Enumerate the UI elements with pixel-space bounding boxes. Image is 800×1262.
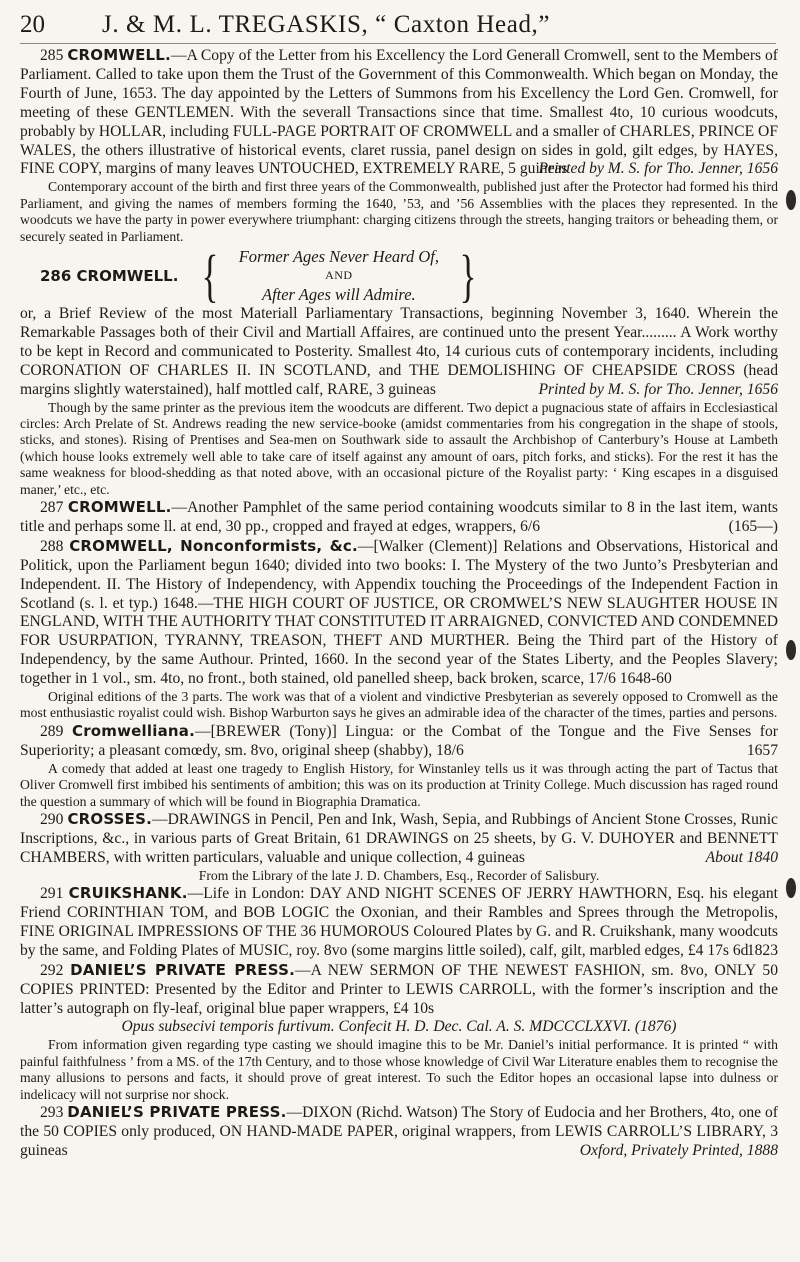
page-number: 20: [20, 11, 45, 38]
entry-285: [20, 46, 778, 245]
entry-number: 290: [40, 810, 64, 828]
entry-287: [20, 498, 778, 537]
header-rule: [20, 43, 776, 44]
entry-date: (165—): [728, 517, 778, 535]
entry-date: Oxford, Privately Printed, 1888: [579, 1141, 778, 1159]
entry-290: [20, 810, 778, 884]
entry-289: [20, 722, 778, 810]
entry-286: [20, 242, 778, 498]
entry-291: [20, 884, 778, 961]
entry-293: [20, 1103, 778, 1161]
motto-and: AND: [325, 268, 353, 283]
entry-description: —Life in London: DAY AND NIGHT SCENES OF JERRY HAWTHORN, Esq. his elegant Friend CORINTHIAN TOM, and BOB LOGIC the Oxonian, and their Rambles and Sprees through the Metropolis, FINE ORIGINAL IMPRESSIONS OF THE 36 HUMOROUS Coloured Plates by G. and R. Cruikshank, many woodcuts by the same, and Folding Plates of MUSIC, roy. 8vo (some margins little soiled), calf, gilt, marbled edges, £4 17s 6d: [20, 885, 778, 959]
entry-note: Contemporary account of the birth and first three years of the Commonwealth, published just after the Protector had formed his third Parliament, and giving the names of members forming the 1640, ’53, and ’56 Assemblies with the places they represented. In the woodcuts we have the party in power everywhere triumphant: charging citizens through the streets, hanging traitors or beheading them, or securely seated in Parliament.: [20, 179, 778, 244]
page-edge-blemish: [786, 640, 796, 660]
entry-description: —DRAWINGS in Pencil, Pen and Ink, Wash, Sepia, and Rubbings of Ancient Stone Crosses, Runic Inscriptions, &c., in various parts of Great Britain, 61 DRAWINGS on 25 sheets, by G. V. DUHOYER and BENNETT CHAMBERS, with written particulars, valuable and unique collection, 4 guineas: [20, 810, 778, 866]
entry-heading: CRUIKSHANK.: [68, 884, 188, 903]
entry-note: A comedy that added at least one tragedy to English History, for Winstanley tells us it was through acting the part of Tactus that Oliver Cromwell first imbibed his sentiments of ambition; this was on its production at Trinity College. Much discussion has raged round the question a summary of which will be found in Biographia Dramatica.: [20, 760, 778, 809]
entry-text: [20, 884, 778, 961]
entry-number: 292: [40, 961, 64, 979]
motto-bottom: After Ages will Admire.: [261, 285, 416, 305]
entry-heading-row: [20, 267, 190, 286]
entry-number: 293: [40, 1103, 64, 1121]
right-brace: }: [459, 242, 477, 308]
entry-number: 289: [40, 722, 64, 740]
running-title: J. & M. L. TREGASKIS, “ Caxton Head,”: [102, 11, 551, 38]
entry-imprint: Printed by M. S. for Tho. Jenner, 1656: [538, 160, 778, 178]
entry-number: 285: [40, 47, 64, 64]
catalogue-body: [20, 46, 778, 1161]
entry-date: 1823: [746, 941, 778, 959]
entry-number: 286: [40, 266, 72, 285]
entry-288: [20, 537, 778, 722]
motto-lines: [224, 247, 454, 304]
entry-imprint: Opus subsecivi temporis furtivum. Confecit H. D. Dec. Cal. A. S. MDCCCLXXVI. (1876): [121, 1018, 677, 1036]
motto-top: Former Ages Never Heard Of,: [238, 247, 439, 267]
entry-description: —DIXON (Richd. Watson) The Story of Eudocia and her Brothers, 4to, one of the 50 COPIES only produced, ON HAND-MADE PAPER, original wrappers, from LEWIS CARROLL’S LIBRARY, 3 guineas: [20, 1103, 778, 1159]
entry-292: [20, 961, 778, 1103]
entry-heading: DANIEL’S PRIVATE PRESS.: [70, 960, 295, 979]
entry-heading: CROMWELL.: [76, 266, 179, 285]
entry-note: Though by the same printer as the previous item the woodcuts are different. Two depict a pugnacious state of affairs in Ecclesiastical circles: Arch Prelate of St. Andrews reading the new service-booke (amidst commentaries from his congregation in the shape of stools, sticks, and stones). Rising of Prentises and Sea-men on Southwark side to assault the Archbishop of Canterbury’s House at Lambeth (which house looks extremely well able to take care of itself against any amount of oars, pitch forks, and sticks). For the rest it has the same weakness for blood-shedding as that noted above, with an occasional picture of the Royalist party: ‘ King escapes in a disguised maner,’ etc., etc.: [20, 399, 778, 497]
entry-note: From information given regarding type casting we should imagine this to be Mr. Daniel’s initial performance. It is printed “ with painful faithfulness ’ from a MS. of the 17th Century, and to those whose knowledge of Civil War Literature enables them to recognise the many allusions to persons and facts, it should prove of great interest. To such the Editor hopes an occasional lapse into dulness or indelicacy will not surprise nor shock.: [20, 1037, 778, 1102]
entry-description: —Another Pamphlet of the same period containing woodcuts similar to 8 in the last item, wants title and perhaps some ll. at end, 30 pp., cropped and frayed at edges, wrappers, 6/6: [20, 498, 778, 535]
entry-text: [20, 46, 778, 179]
entry-text: [20, 537, 778, 689]
motto-block: [20, 242, 778, 308]
entry-heading: Cromwelliana.: [71, 721, 196, 740]
entry-number: 288: [40, 537, 64, 555]
page-edge-blemish: [786, 878, 796, 898]
entry-number: 287: [40, 498, 64, 516]
entry-note: From the Library of the late J. D. Chambers, Esq., Recorder of Salisbury.: [198, 867, 600, 883]
entry-date: About 1840: [705, 848, 778, 866]
entry-note: Original editions of the 3 parts. The work was that of a violent and vindictive Presbyterian as severely opposed to Cromwell as the most enthusiastic royalist could wish. Bishop Warburton says he gives an admirable idea of the character of the times, parties and persons.: [20, 689, 778, 721]
entry-date: 1657: [746, 741, 778, 759]
left-brace: {: [201, 242, 219, 308]
entry-description: —A Copy of the Letter from his Excellency the Lord Generall Cromwell, sent to the Members of Parliament. Called to take upon them the Trust of the Government of this Commonwealth. Which began on Monday, the Fourth of June, 1653. The day appointed by the Letters of Summons from his Excellency the Lord Gen. Cromwell, for meeting of these GENTLEMEN. With the severall Transactions since that time. Smallest 4to, 10 curious woodcuts, probably by HOLLAR, including FULL-PAGE PORTRAIT OF CROMWELL and a smaller of CHARLES, PRINCE OF WALES, the others illustrative of historical events, claret russia, panel design on sides in gold, gilt edges, by HAYES, FINE COPY, margins of many leaves UNTOUCHED, EXTREMELY RARE, 5 guineas: [20, 47, 778, 178]
entry-imprint: Printed by M. S. for Tho. Jenner, 1656: [538, 380, 778, 398]
entry-heading: CROMWELL.: [67, 46, 171, 64]
entry-description: —A NEW SERMON OF THE NEWEST FASHION, sm. 8vo, ONLY 50 COPIES PRINTED: Presented by the Editor and Printer to LEWIS CARROLL, with the former’s inscription and the latter’s autograph on fly-leaf, original blue paper wrappers, £4 10s: [20, 961, 778, 1017]
entry-heading: CROMWELL, Nonconformists, &c.: [69, 536, 358, 555]
entry-heading: DANIEL’S PRIVATE PRESS.: [67, 1102, 287, 1121]
entry-number: 291: [40, 885, 64, 903]
entry-text: [20, 961, 778, 1019]
entry-heading: CROMWELL.: [67, 497, 172, 516]
page-header: [20, 10, 776, 40]
entry-heading: CROSSES.: [67, 809, 153, 828]
page-edge-blemish: [786, 190, 796, 210]
entry-description: —[BREWER (Tony)] Lingua: or the Combat of the Tongue and the Five Senses for Superiority; a pleasant comœdy, sm. 8vo, original sheep (shabby), 18/6: [20, 722, 778, 759]
entry-description: —[Walker (Clement)] Relations and Observations, Historical and Politick, upon the Parliament begun 1640; divided into two books: I. The Mystery of the two Junto’s Presbyterian and Independent. II. The History of Independency, with Appendix touching the Proceedings of the Independent Faction in Scotland (s. l. et typ.) 1648.—THE HIGH COURT OF JUSTICE, OR CROMWEL’S NEW SLAUGHTER HOUSE IN ENGLAND, WITH THE AUTHORITY THAT CONSTITUTED IT ARRAIGNED, CONVICTED AND CONDEMNED FOR USURPATION, TYRANNY, TREASON, THEFT AND MURTHER. Being the Third part of the History of Independency, by the same Authour. Printed, 1660. In the second year of the States Liberty, and the Peoples Slavery; together in 1 vol., sm. 4to, no front., both stained, old panelled sheep, back broken, scarce, 17/6 1648-60: [20, 537, 778, 688]
entry-description: or, a Brief Review of the most Materiall Parliamentary Transactions, beginning November 3, 1640. Wherein the Remarkable Passages both of their Civil and Martiall Affaires, are continued unto the present Year......... A Work worthy to be kept in Record and communicated to Posterity. Smallest 4to, 14 curious cuts of contemporary incidents, including CORONATION OF CHARLES II. IN SCOTLAND, and THE DEMOLISHING OF CHEAPSIDE CROSS (head margins slightly waterstained), half mottled calf, RARE, 3 guineas: [20, 304, 778, 398]
